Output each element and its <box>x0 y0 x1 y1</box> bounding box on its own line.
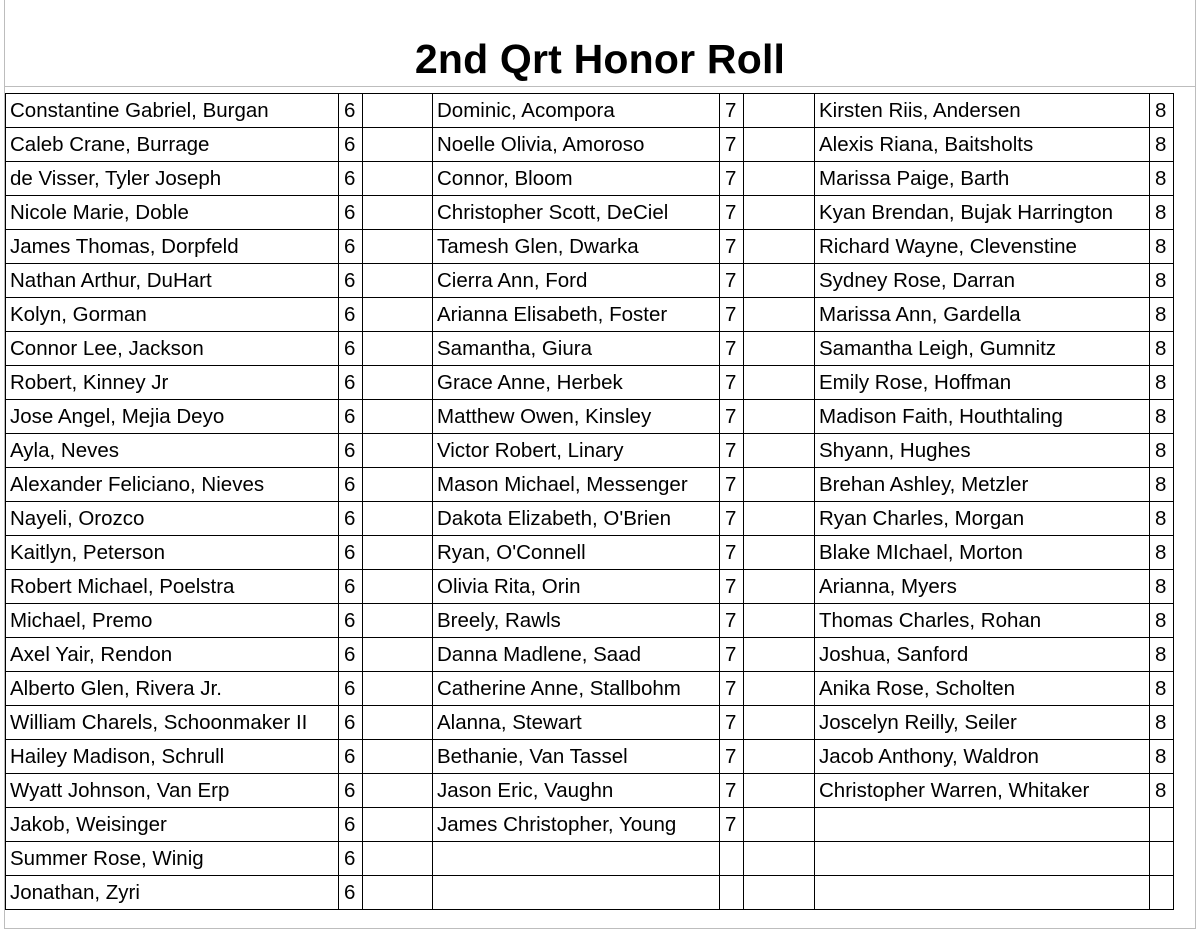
grade-cell: 7 <box>720 740 744 774</box>
table-row <box>6 740 1174 774</box>
student-name-cell: Olivia Rita, Orin <box>433 570 720 604</box>
spacer-cell <box>363 536 433 570</box>
spacer-cell <box>744 570 815 604</box>
student-name-cell: Joscelyn Reilly, Seiler <box>815 706 1150 740</box>
student-name-cell: Constantine Gabriel, Burgan <box>6 94 339 128</box>
grade-cell: 7 <box>720 400 744 434</box>
table-row <box>6 196 1174 230</box>
student-name-cell: Alexander Feliciano, Nieves <box>6 468 339 502</box>
table-row <box>6 570 1174 604</box>
student-name-cell <box>815 876 1150 910</box>
student-name-cell: Mason Michael, Messenger <box>433 468 720 502</box>
spacer-cell <box>744 332 815 366</box>
grade-cell <box>720 842 744 876</box>
grade-cell <box>1150 876 1174 910</box>
spacer-cell <box>363 842 433 876</box>
grade-cell: 8 <box>1150 502 1174 536</box>
spacer-cell <box>744 94 815 128</box>
honor-roll-table <box>5 93 1174 910</box>
student-name-cell: Alanna, Stewart <box>433 706 720 740</box>
student-name-cell: Matthew Owen, Kinsley <box>433 400 720 434</box>
grade-cell: 8 <box>1150 672 1174 706</box>
student-name-cell: Kirsten Riis, Andersen <box>815 94 1150 128</box>
spacer-cell <box>744 808 815 842</box>
spacer-cell <box>363 876 433 910</box>
spacer-cell <box>363 774 433 808</box>
spacer-cell <box>363 230 433 264</box>
grade-cell: 7 <box>720 434 744 468</box>
spacer-cell <box>363 468 433 502</box>
spacer-cell <box>744 162 815 196</box>
grade-cell: 7 <box>720 672 744 706</box>
table-row <box>6 808 1174 842</box>
student-name-cell: Breely, Rawls <box>433 604 720 638</box>
grade-cell: 8 <box>1150 196 1174 230</box>
table-row <box>6 230 1174 264</box>
spacer-cell <box>744 502 815 536</box>
grade-cell: 8 <box>1150 604 1174 638</box>
spacer-cell <box>744 842 815 876</box>
student-name-cell: Ryan Charles, Morgan <box>815 502 1150 536</box>
spacer-cell <box>363 332 433 366</box>
grade-cell: 8 <box>1150 162 1174 196</box>
table-row <box>6 94 1174 128</box>
student-name-cell: Bethanie, Van Tassel <box>433 740 720 774</box>
spacer-cell <box>363 400 433 434</box>
spacer-cell <box>363 366 433 400</box>
grade-cell: 8 <box>1150 706 1174 740</box>
table-row <box>6 366 1174 400</box>
student-name-cell: Arianna, Myers <box>815 570 1150 604</box>
spacer-cell <box>363 94 433 128</box>
grade-cell: 7 <box>720 604 744 638</box>
spacer-cell <box>744 366 815 400</box>
spacer-cell <box>363 264 433 298</box>
table-row <box>6 536 1174 570</box>
spacer-cell <box>744 128 815 162</box>
spacer-cell <box>363 740 433 774</box>
spacer-cell <box>744 230 815 264</box>
table-row <box>6 774 1174 808</box>
student-name-cell: Nicole Marie, Doble <box>6 196 339 230</box>
spacer-cell <box>744 638 815 672</box>
grade-cell: 6 <box>339 128 363 162</box>
grade-cell: 8 <box>1150 434 1174 468</box>
spacer-cell <box>744 876 815 910</box>
grade-cell: 8 <box>1150 264 1174 298</box>
grade-cell: 6 <box>339 502 363 536</box>
student-name-cell <box>433 876 720 910</box>
grade-cell: 6 <box>339 672 363 706</box>
student-name-cell: Blake MIchael, Morton <box>815 536 1150 570</box>
student-name-cell: Ayla, Neves <box>6 434 339 468</box>
grade-cell: 8 <box>1150 400 1174 434</box>
grade-cell: 6 <box>339 842 363 876</box>
spacer-cell <box>363 808 433 842</box>
student-name-cell: Nayeli, Orozco <box>6 502 339 536</box>
grade-cell: 7 <box>720 264 744 298</box>
student-name-cell: Jonathan, Zyri <box>6 876 339 910</box>
student-name-cell: Robert, Kinney Jr <box>6 366 339 400</box>
grade-cell: 8 <box>1150 332 1174 366</box>
table-row <box>6 434 1174 468</box>
student-name-cell: Connor Lee, Jackson <box>6 332 339 366</box>
grade-cell: 8 <box>1150 230 1174 264</box>
grade-cell: 7 <box>720 298 744 332</box>
grade-cell <box>1150 842 1174 876</box>
student-name-cell: Robert Michael, Poelstra <box>6 570 339 604</box>
student-name-cell: James Thomas, Dorpfeld <box>6 230 339 264</box>
grade-cell: 8 <box>1150 740 1174 774</box>
spacer-cell <box>744 196 815 230</box>
student-name-cell: Jacob Anthony, Waldron <box>815 740 1150 774</box>
student-name-cell: Arianna Elisabeth, Foster <box>433 298 720 332</box>
student-name-cell: Thomas Charles, Rohan <box>815 604 1150 638</box>
grade-cell: 8 <box>1150 298 1174 332</box>
student-name-cell: Christopher Scott, DeCiel <box>433 196 720 230</box>
student-name-cell: Alexis Riana, Baitsholts <box>815 128 1150 162</box>
grade-cell: 6 <box>339 536 363 570</box>
grade-cell: 6 <box>339 230 363 264</box>
spacer-cell <box>363 604 433 638</box>
grade-cell: 6 <box>339 774 363 808</box>
grade-cell: 8 <box>1150 128 1174 162</box>
table-row <box>6 638 1174 672</box>
spacer-cell <box>744 672 815 706</box>
table-row <box>6 400 1174 434</box>
grade-cell: 7 <box>720 230 744 264</box>
student-name-cell: Tamesh Glen, Dwarka <box>433 230 720 264</box>
grade-cell: 7 <box>720 94 744 128</box>
student-name-cell: Nathan Arthur, DuHart <box>6 264 339 298</box>
spacer-cell <box>363 706 433 740</box>
student-name-cell: Madison Faith, Houthtaling <box>815 400 1150 434</box>
grade-cell: 6 <box>339 740 363 774</box>
grade-cell: 8 <box>1150 366 1174 400</box>
student-name-cell: Brehan Ashley, Metzler <box>815 468 1150 502</box>
student-name-cell: Emily Rose, Hoffman <box>815 366 1150 400</box>
table-row <box>6 264 1174 298</box>
spacer-cell <box>744 604 815 638</box>
student-name-cell <box>815 842 1150 876</box>
table-row <box>6 298 1174 332</box>
spacer-cell <box>363 162 433 196</box>
grade-cell: 6 <box>339 366 363 400</box>
grade-cell: 7 <box>720 570 744 604</box>
spacer-cell <box>363 128 433 162</box>
spacer-cell <box>363 502 433 536</box>
table-row <box>6 128 1174 162</box>
spacer-cell <box>744 298 815 332</box>
student-name-cell: Alberto Glen, Rivera Jr. <box>6 672 339 706</box>
student-name-cell: William Charels, Schoonmaker II <box>6 706 339 740</box>
student-name-cell <box>815 808 1150 842</box>
student-name-cell: Shyann, Hughes <box>815 434 1150 468</box>
grade-cell: 7 <box>720 808 744 842</box>
table-row <box>6 468 1174 502</box>
student-name-cell: Anika Rose, Scholten <box>815 672 1150 706</box>
table-row <box>6 672 1174 706</box>
grade-cell <box>1150 808 1174 842</box>
student-name-cell: Ryan, O'Connell <box>433 536 720 570</box>
grade-cell: 6 <box>339 638 363 672</box>
grade-cell: 6 <box>339 808 363 842</box>
table-row <box>6 332 1174 366</box>
student-name-cell: Samantha Leigh, Gumnitz <box>815 332 1150 366</box>
spacer-cell <box>744 264 815 298</box>
student-name-cell: Grace Anne, Herbek <box>433 366 720 400</box>
student-name-cell: Michael, Premo <box>6 604 339 638</box>
grade-cell: 7 <box>720 196 744 230</box>
grade-cell: 7 <box>720 162 744 196</box>
student-name-cell: Joshua, Sanford <box>815 638 1150 672</box>
grade-cell: 7 <box>720 128 744 162</box>
student-name-cell: Richard Wayne, Clevenstine <box>815 230 1150 264</box>
table-row <box>6 502 1174 536</box>
grade-cell: 8 <box>1150 536 1174 570</box>
student-name-cell: Danna Madlene, Saad <box>433 638 720 672</box>
grade-cell: 7 <box>720 774 744 808</box>
student-name-cell: Hailey Madison, Schrull <box>6 740 339 774</box>
student-name-cell: Marissa Paige, Barth <box>815 162 1150 196</box>
spacer-cell <box>744 706 815 740</box>
grade-cell: 6 <box>339 400 363 434</box>
student-name-cell: Cierra Ann, Ford <box>433 264 720 298</box>
title-divider <box>4 86 1196 87</box>
student-name-cell: Sydney Rose, Darran <box>815 264 1150 298</box>
student-name-cell: Samantha, Giura <box>433 332 720 366</box>
grade-cell: 6 <box>339 604 363 638</box>
grade-cell: 7 <box>720 502 744 536</box>
student-name-cell: Wyatt Johnson, Van Erp <box>6 774 339 808</box>
student-name-cell: de Visser, Tyler Joseph <box>6 162 339 196</box>
spacer-cell <box>744 536 815 570</box>
student-name-cell: Kolyn, Gorman <box>6 298 339 332</box>
student-name-cell: Axel Yair, Rendon <box>6 638 339 672</box>
grade-cell: 6 <box>339 162 363 196</box>
student-name-cell: Jose Angel, Mejia Deyo <box>6 400 339 434</box>
grade-cell: 6 <box>339 264 363 298</box>
student-name-cell: Summer Rose, Winig <box>6 842 339 876</box>
student-name-cell: Marissa Ann, Gardella <box>815 298 1150 332</box>
student-name-cell: Dominic, Acompora <box>433 94 720 128</box>
grade-cell: 6 <box>339 298 363 332</box>
grade-cell: 7 <box>720 332 744 366</box>
table-row <box>6 162 1174 196</box>
grade-cell: 6 <box>339 434 363 468</box>
grade-cell <box>720 876 744 910</box>
spacer-cell <box>744 468 815 502</box>
spacer-cell <box>363 434 433 468</box>
spacer-cell <box>744 434 815 468</box>
spacer-cell <box>744 774 815 808</box>
grade-cell: 7 <box>720 536 744 570</box>
table-row <box>6 706 1174 740</box>
student-name-cell: Connor, Bloom <box>433 162 720 196</box>
grade-cell: 7 <box>720 468 744 502</box>
grade-cell: 6 <box>339 196 363 230</box>
student-name-cell: James Christopher, Young <box>433 808 720 842</box>
spacer-cell <box>363 196 433 230</box>
table-row <box>6 842 1174 876</box>
student-name-cell: Jason Eric, Vaughn <box>433 774 720 808</box>
honor-roll-body <box>6 94 1174 910</box>
grade-cell: 6 <box>339 570 363 604</box>
table-row <box>6 876 1174 910</box>
student-name-cell: Jakob, Weisinger <box>6 808 339 842</box>
student-name-cell: Victor Robert, Linary <box>433 434 720 468</box>
student-name-cell: Christopher Warren, Whitaker <box>815 774 1150 808</box>
grade-cell: 8 <box>1150 638 1174 672</box>
student-name-cell <box>433 842 720 876</box>
grade-cell: 7 <box>720 706 744 740</box>
grade-cell: 8 <box>1150 774 1174 808</box>
spacer-cell <box>744 400 815 434</box>
student-name-cell: Catherine Anne, Stallbohm <box>433 672 720 706</box>
spacer-cell <box>363 638 433 672</box>
grade-cell: 6 <box>339 876 363 910</box>
grade-cell: 7 <box>720 638 744 672</box>
spacer-cell <box>744 740 815 774</box>
grade-cell: 6 <box>339 94 363 128</box>
page-title: 2nd Qrt Honor Roll <box>414 36 786 83</box>
grade-cell: 8 <box>1150 570 1174 604</box>
grade-cell: 6 <box>339 706 363 740</box>
spacer-cell <box>363 298 433 332</box>
grade-cell: 8 <box>1150 94 1174 128</box>
student-name-cell: Kyan Brendan, Bujak Harrington <box>815 196 1150 230</box>
grade-cell: 8 <box>1150 468 1174 502</box>
student-name-cell: Caleb Crane, Burrage <box>6 128 339 162</box>
spacer-cell <box>363 672 433 706</box>
student-name-cell: Dakota Elizabeth, O'Brien <box>433 502 720 536</box>
grade-cell: 6 <box>339 332 363 366</box>
grade-cell: 7 <box>720 366 744 400</box>
table-row <box>6 604 1174 638</box>
student-name-cell: Kaitlyn, Peterson <box>6 536 339 570</box>
spacer-cell <box>363 570 433 604</box>
grade-cell: 6 <box>339 468 363 502</box>
student-name-cell: Noelle Olivia, Amoroso <box>433 128 720 162</box>
